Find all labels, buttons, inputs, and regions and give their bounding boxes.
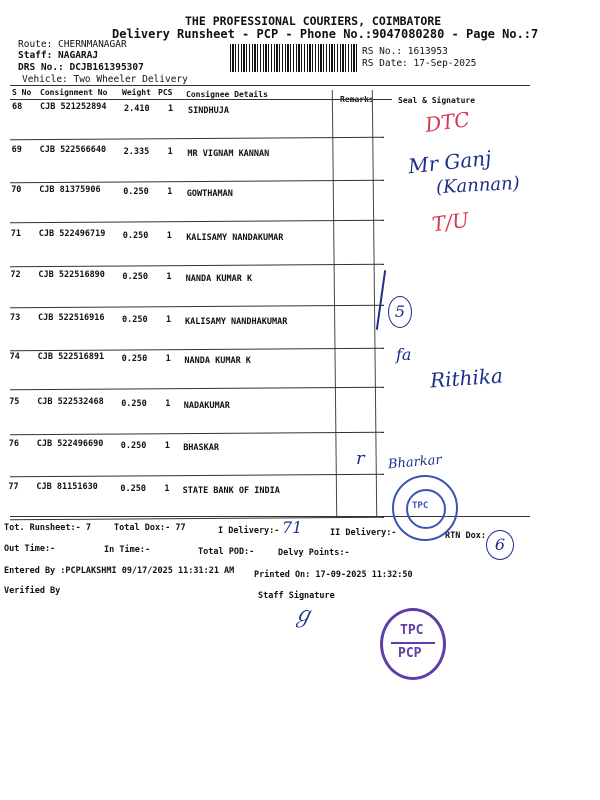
row-consignment: CJB 81375906: [39, 185, 101, 195]
row-pcs: 1: [165, 399, 171, 409]
col-weight: Weight: [122, 88, 151, 97]
row-divider: [10, 305, 384, 309]
row-consignee: GOWTHAMAN: [186, 189, 233, 199]
row-consignee: SINDHUJA: [188, 106, 229, 116]
row-pcs: 1: [168, 104, 174, 114]
row-pcs: 1: [166, 231, 172, 241]
tot-runsheet: Tot. Runsheet:- 7: [4, 523, 91, 533]
row-sno: 76: [8, 439, 20, 449]
row-pcs: 1: [167, 147, 173, 157]
row-consignment: CJB 81151630: [36, 482, 98, 492]
row-divider: [10, 432, 384, 436]
delvy-points: Delvy Points:-: [278, 548, 350, 558]
row-consignee: KALISAMY NANDAKUMAR: [186, 233, 284, 243]
handwriting-row74-name: Rithika: [429, 363, 504, 393]
row-sno: 73: [10, 313, 21, 323]
vehicle-label: Vehicle: Two Wheeler Delivery: [22, 74, 188, 85]
handwriting-row76-mark: r: [356, 448, 365, 469]
handwriting-i-delivery: 71: [282, 518, 303, 537]
row-pcs: 1: [166, 272, 172, 282]
col-seal: Seal & Signature: [398, 96, 476, 105]
row-divider: [10, 137, 384, 141]
row-consignment: CJB 522516891: [37, 352, 105, 362]
total-dox: Total Dox:- 77: [114, 523, 186, 533]
circled-number: 5: [388, 296, 412, 328]
row-consignment: CJB 522516890: [38, 270, 105, 280]
row-consignee: NANDA KUMAR K: [185, 274, 253, 284]
row-consignment: CJB 521252894: [40, 102, 107, 112]
handwriting-row76: Bharkar: [387, 452, 443, 473]
col-sno: S No: [12, 88, 32, 97]
handwriting-row74-mark: fa: [396, 345, 412, 364]
in-time: In Time:-: [104, 545, 151, 555]
row-sno: 70: [11, 185, 22, 195]
row-weight: 0.250: [122, 315, 148, 325]
row-pcs: 1: [166, 315, 172, 325]
row-consignee: KALISAMY NANDHAKUMAR: [185, 317, 288, 327]
printed-on: Printed On: 17-09-2025 11:32:50: [254, 570, 413, 580]
row-sno: 74: [9, 352, 20, 362]
row-consignment: CJB 522516916: [38, 313, 105, 323]
row-weight: 0.250: [122, 231, 149, 241]
handwritten-bracket: [376, 270, 386, 330]
row-sno: 77: [8, 482, 19, 492]
row-sno: 69: [11, 145, 22, 155]
row-divider: [10, 180, 384, 184]
row-weight: 0.250: [121, 399, 147, 409]
row-pcs: 1: [165, 354, 171, 364]
row-consignee: STATE BANK OF INDIA: [182, 486, 280, 496]
barcode: [230, 44, 358, 72]
row-sno: 72: [10, 270, 21, 280]
row-consignee: MR VIGNAM KANNAN: [187, 149, 270, 159]
row-weight: 0.250: [123, 187, 149, 197]
row-consignee: NANDA KUMAR K: [184, 356, 251, 366]
row-sno: 68: [12, 102, 23, 112]
purple-tpc-stamp: TPC PCP: [380, 608, 446, 680]
ii-delivery: II Delivery:-: [330, 528, 397, 538]
row-sno: 75: [9, 397, 20, 407]
row-weight: 2.410: [124, 104, 150, 114]
i-delivery: I Delivery:-: [218, 526, 280, 536]
verified-by: Verified By: [4, 586, 61, 596]
entered-by: Entered By :PCPLAKSHMI 09/17/2025 11:31:21 AM: [4, 566, 235, 576]
row-consignment: CJB 522496690: [36, 439, 104, 449]
rs-date: RS Date: 17-Sep-2025: [362, 58, 477, 69]
row-pcs: 1: [164, 484, 170, 494]
handwriting-row69-kannan: (Kannan): [435, 172, 521, 199]
row-divider: [10, 517, 384, 521]
runsheet-title: Delivery Runsheet - PCP - Phone No.:9047080280 - Page No.:7: [112, 27, 539, 41]
col-pcs: PCS: [158, 88, 173, 97]
row-pcs: 1: [167, 187, 173, 197]
row-divider: [10, 387, 384, 391]
col-consignee: Consignee Details: [186, 90, 268, 99]
row-weight: 0.250: [120, 484, 146, 494]
row-divider: [10, 264, 384, 268]
staff-signature-label: Staff Signature: [258, 591, 335, 601]
handwriting-row69-name: Mr Ganj: [406, 145, 493, 179]
drs-label: DRS No.: DCJB161395307: [18, 62, 144, 73]
row-divider: [10, 220, 384, 224]
staff-label: Staff: NAGARAJ: [18, 50, 99, 61]
handwriting-row68: DTC: [423, 107, 472, 137]
row-consignment: CJB 522496719: [38, 229, 106, 239]
out-time: Out Time:-: [4, 544, 56, 554]
staff-signature-scribble: ℊ: [292, 603, 315, 628]
row-sno: 71: [10, 229, 22, 239]
row-divider: [10, 348, 384, 352]
row-consignee: NADAKUMAR: [183, 401, 230, 411]
blue-seal-stamp: TPC: [392, 475, 458, 541]
row-consignee: BHASKAR: [183, 443, 220, 453]
row-consignment: CJB 522532468: [37, 397, 104, 407]
row-weight: 2.335: [123, 147, 150, 157]
row-weight: 0.250: [122, 272, 148, 282]
row-divider: [10, 474, 384, 478]
route-label: Route: CHERNMANAGAR: [18, 39, 127, 50]
handwriting-row70: T/U: [430, 207, 471, 237]
row-pcs: 1: [164, 441, 170, 451]
total-pod: Total POD:-: [198, 547, 255, 557]
circled-rtn: 6: [486, 530, 514, 560]
row-consignment: CJB 522566640: [39, 145, 107, 155]
rs-no: RS No.: 1613953: [362, 46, 448, 57]
rtn-dox: RTN Dox:: [445, 531, 486, 541]
col-consignment: Consignment No: [40, 88, 108, 97]
company-title: THE PROFESSIONAL COURIERS, COIMBATORE: [185, 14, 442, 28]
row-weight: 0.250: [121, 354, 148, 364]
row-weight: 0.250: [120, 441, 147, 451]
